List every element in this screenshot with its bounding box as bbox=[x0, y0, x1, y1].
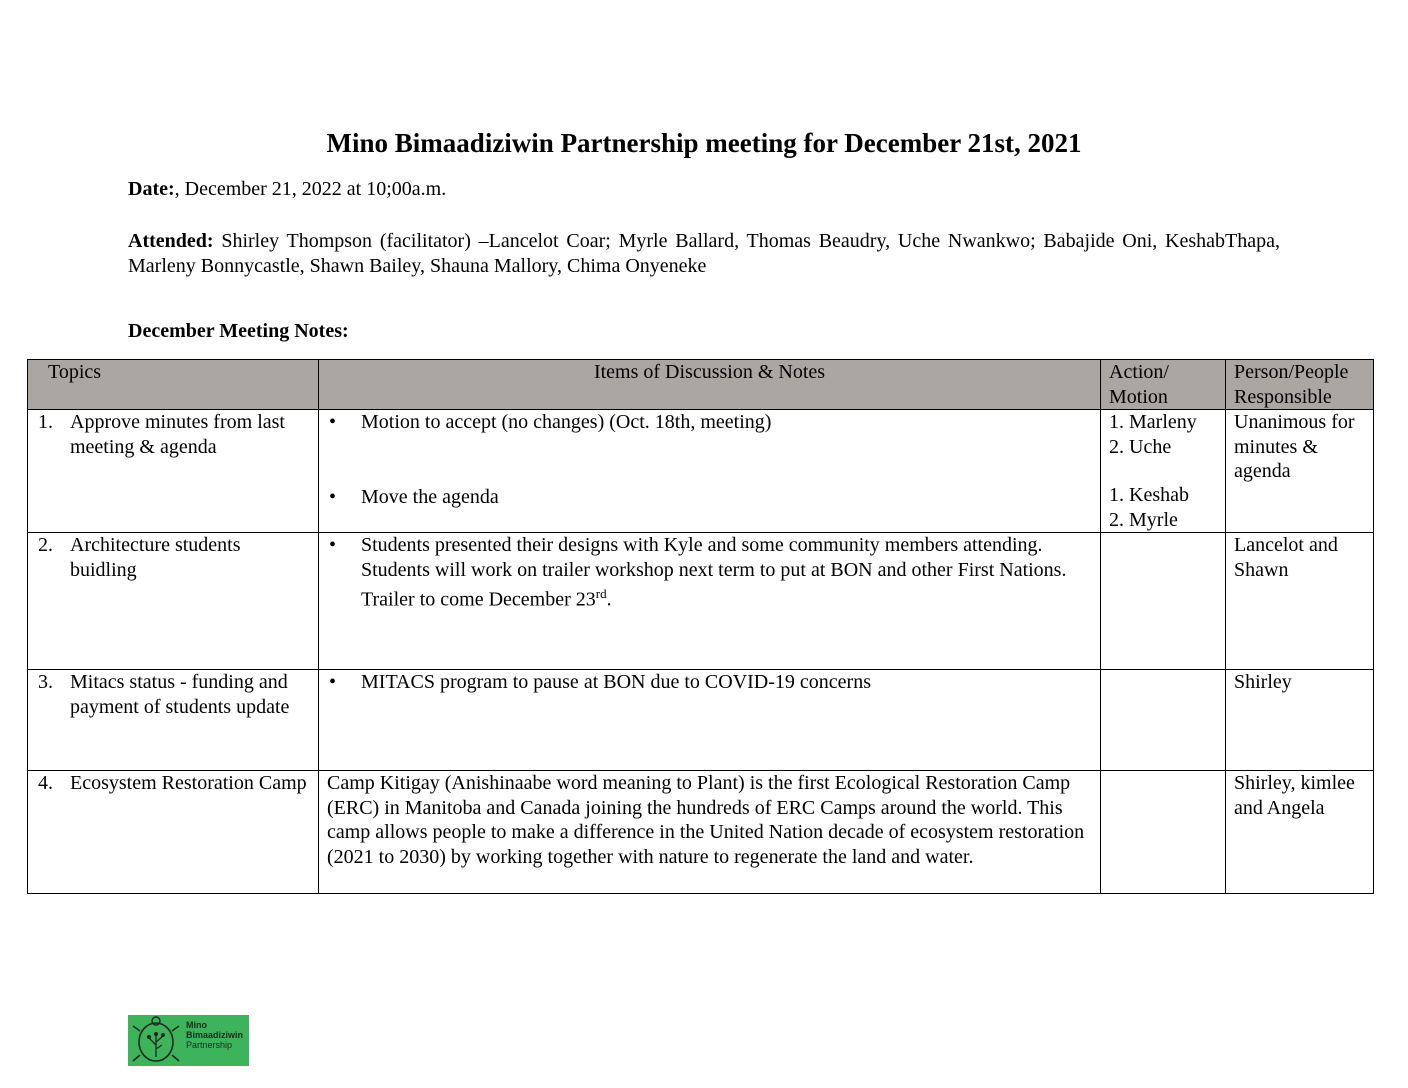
topic-text: Mitacs status - funding and payment of students update bbox=[70, 671, 290, 718]
bullet-item: • Move the agenda bbox=[329, 485, 499, 508]
attended-value: Shirley Thompson (facilitator) –Lancelot Coar; Myrle Ballard, Thomas Beaudry, Uche Nwankwo; Babajide Oni, KeshabThapa, Marleny Bonnycastle, Shawn Bailey, Shauna Mallory, Chima Onyeneke bbox=[128, 230, 1280, 277]
person-cell: Shirley bbox=[1226, 670, 1374, 771]
action-cell: 1. Marleny 2. Uche 1. Keshab 2. Myrle bbox=[1101, 410, 1226, 533]
attendees bbox=[128, 229, 1280, 279]
row-number: 3. bbox=[38, 671, 53, 693]
bullet-item: • MITACS program to pause at BON due to COVID-19 concerns bbox=[329, 671, 871, 693]
row-number: 4. bbox=[38, 772, 53, 794]
table-row bbox=[28, 771, 1374, 894]
topic-cell bbox=[28, 670, 319, 771]
topic-cell bbox=[28, 533, 319, 670]
bullet-icon: • bbox=[329, 411, 337, 433]
bullet-icon: • bbox=[329, 485, 337, 508]
bullet-item: • Students presented their designs with Kyle and some community members attending. Students will work on trailer workshop next term to put at BON and other First Nations. Trailer to come December 23rd. bbox=[329, 534, 1067, 611]
topic-text: Approve minutes from last meeting & agenda bbox=[70, 411, 285, 458]
notes-cell bbox=[319, 670, 1101, 771]
header-action: Action/ Motion bbox=[1101, 360, 1226, 410]
person-cell: Unanimous for minutes & agenda bbox=[1226, 410, 1374, 533]
page-title: Mino Bimaadiziwin Partnership meeting for December 21st, 2021 bbox=[326, 128, 1082, 158]
action-cell bbox=[1101, 771, 1226, 894]
meeting-date bbox=[128, 178, 446, 201]
topic-cell bbox=[28, 410, 319, 533]
topic-cell bbox=[28, 771, 319, 894]
row-number: 1. bbox=[38, 411, 53, 433]
action-cell bbox=[1101, 670, 1226, 771]
partnership-logo bbox=[128, 1015, 249, 1066]
bullet-icon: • bbox=[329, 671, 337, 693]
minutes-table bbox=[27, 359, 1374, 894]
date-label: Date: bbox=[128, 178, 175, 200]
person-cell: Lancelot and Shawn bbox=[1226, 533, 1374, 670]
header-topics: Topics bbox=[28, 360, 319, 410]
turtle-tree-icon bbox=[128, 1015, 184, 1066]
notes-cell bbox=[319, 533, 1101, 670]
table-row bbox=[28, 670, 1374, 771]
attended-label: Attended: bbox=[128, 230, 214, 252]
row-number: 2. bbox=[38, 534, 53, 556]
notes-cell: Camp Kitigay (Anishinaabe word meaning to Plant) is the first Ecological Restoration Camp (ERC) in Manitoba and Canada joining the hundreds of ERC Camps around the world. This camp allows people to make a difference in the United Nation decade of ecosystem restoration (2021 to 2030) by working together with nature to regenerate the land and water. bbox=[319, 771, 1101, 894]
logo-text: Mino Bimaadiziwin Partnership bbox=[186, 1020, 244, 1050]
bullet-icon: • bbox=[329, 534, 337, 556]
date-value: , December 21, 2022 at 10;00a.m. bbox=[174, 178, 447, 200]
person-cell: Shirley, kimlee and Angela bbox=[1226, 771, 1374, 894]
topic-text: Architecture students buidling bbox=[70, 534, 241, 581]
table-header-row bbox=[28, 360, 1374, 410]
table-row bbox=[28, 533, 1374, 670]
notes-cell bbox=[319, 410, 1101, 533]
bullet-item: • Motion to accept (no changes) (Oct. 18th, meeting) bbox=[329, 411, 772, 433]
header-person: Person/People Responsible bbox=[1226, 360, 1374, 410]
table-row bbox=[28, 410, 1374, 533]
header-items: Items of Discussion & Notes bbox=[319, 360, 1101, 410]
action-cell bbox=[1101, 533, 1226, 670]
topic-text: Ecosystem Restoration Camp bbox=[70, 772, 307, 794]
notes-heading: December Meeting Notes: bbox=[128, 320, 349, 342]
